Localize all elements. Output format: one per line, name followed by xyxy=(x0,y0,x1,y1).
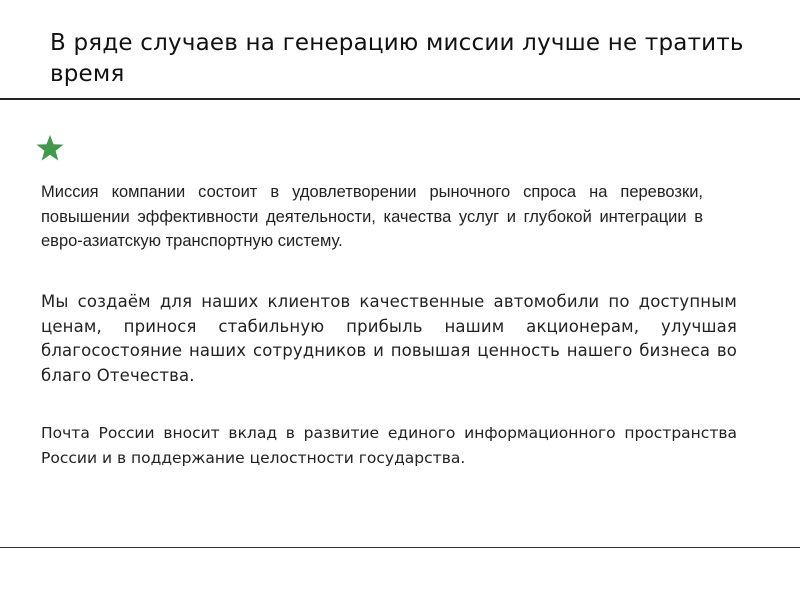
mission-paragraph-3: Почта России вносит вклад в развитие единого информационного пространства России и в поддержание целостности государства. xyxy=(41,424,737,467)
footer-divider xyxy=(0,547,800,548)
title-divider xyxy=(0,98,800,100)
slide-title: В ряде случаев на генерацию миссии лучше не тратить время xyxy=(50,30,744,87)
green-star-icon xyxy=(35,134,65,162)
mission-paragraph-1: Миссия компании состоит в удовлетворении рыночного спроса на перевозки, повышении эффективности деятельности, качества услуг и глубокой интеграции в евро-азиатскую транспортную систему. xyxy=(41,183,703,250)
mission-paragraph-2: Мы создаём для наших клиентов качественные автомобили по доступным ценам, принося стабильную прибыль нашим акционерам, улучшая благосостояние наших сотрудников и повышая ценность нашего бизнеса во благо Отечества. xyxy=(41,292,737,385)
